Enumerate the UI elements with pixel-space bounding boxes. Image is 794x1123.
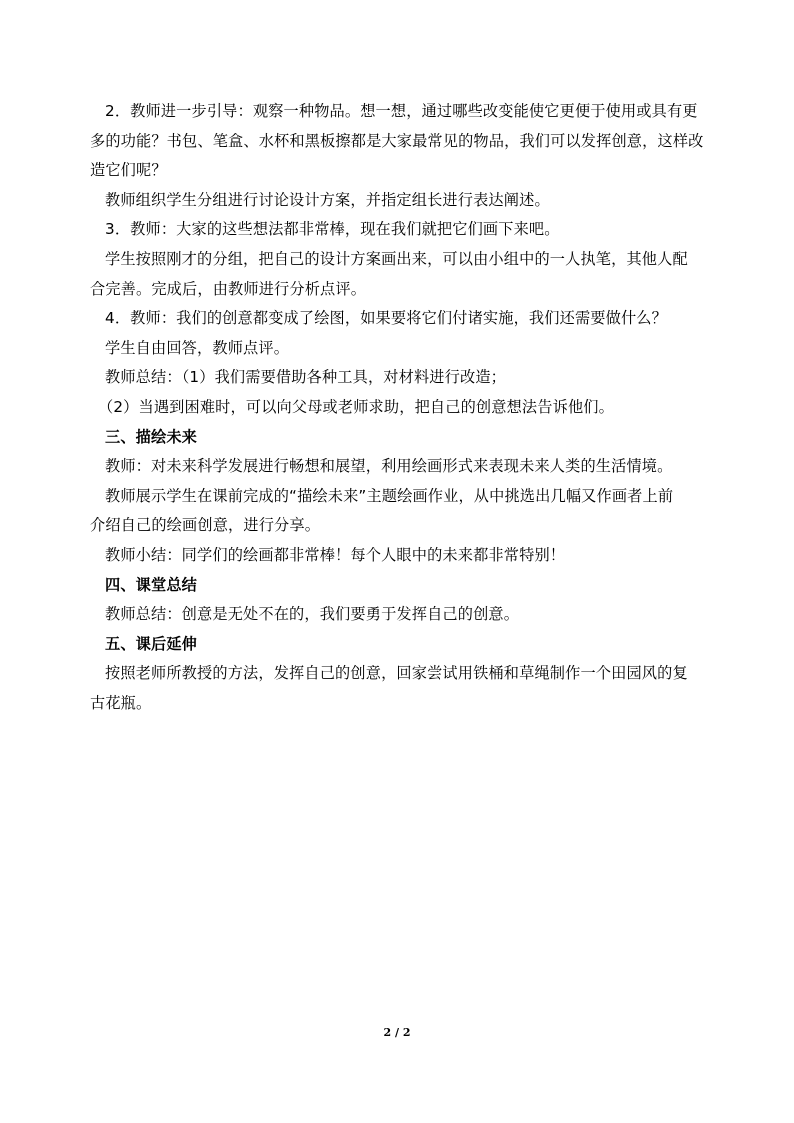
section-heading-describe-future: 三、描绘未来 <box>105 427 198 446</box>
paragraph-line: 学生按照刚才的分组，把自己的设计方案画出来，可以由小组中的一人执笔，其他人配 <box>105 249 688 268</box>
paragraph-line: 造它们呢？ <box>90 161 167 180</box>
paragraph-line: 教师展示学生在课前完成的“描绘未来”主题绘画作业，从中挑选出几幅又作画者上前 <box>105 486 674 505</box>
paragraph-line: 学生自由回答，教师点评。 <box>105 338 290 357</box>
document-body <box>90 97 710 718</box>
paragraph-line: 3．教师：大家的这些想法都非常棒，现在我们就把它们画下来吧。 <box>105 220 560 239</box>
paragraph-line: 教师总结：（1）我们需要借助各种工具，对材料进行改造； <box>105 368 506 387</box>
paragraph-line: 按照老师所教授的方法，发挥自己的创意，回家尝试用铁桶和草绳制作一个田园风的复 <box>105 664 688 683</box>
paragraph-line: 介绍自己的绘画创意，进行分享。 <box>90 516 321 535</box>
paragraph-line: 4．教师：我们的创意都变成了绘图，如果要将它们付诸实施，我们还需要做什么？ <box>105 309 667 328</box>
paragraph-line: 古花瓶。 <box>90 693 152 712</box>
section-heading-extension: 五、课后延伸 <box>105 634 198 653</box>
paragraph-line: 教师组织学生分组进行讨论设计方案，并指定组长进行表达阐述。 <box>105 190 550 209</box>
page-number: 2 / 2 <box>383 1026 411 1039</box>
section-heading-class-summary: 四、课堂总结 <box>105 575 198 594</box>
paragraph-line: 多的功能？书包、笔盒、水杯和黑板擦都是大家最常见的物品，我们可以发挥创意，这样改 <box>90 131 704 150</box>
paragraph-line: 教师小结：同学们的绘画都非常棒！每个人眼中的未来都非常特别！ <box>105 545 566 564</box>
paragraph-line: 教师总结：创意是无处不在的，我们要勇于发挥自己的创意。 <box>105 605 520 624</box>
paragraph-line: 合完善。完成后，由教师进行分析点评。 <box>90 279 367 298</box>
paragraph-line: （2）当遇到困难时，可以向父母或老师求助，把自己的创意想法告诉他们。 <box>98 397 614 416</box>
paragraph-line: 2．教师进一步引导：观察一种物品。想一想，通过哪些改变能使它更便于使用或具有更 <box>105 102 698 120</box>
paragraph-line: 教师：对未来科学发展进行畅想和展望，利用绘画形式来表现未来人类的生活情境。 <box>105 457 673 476</box>
